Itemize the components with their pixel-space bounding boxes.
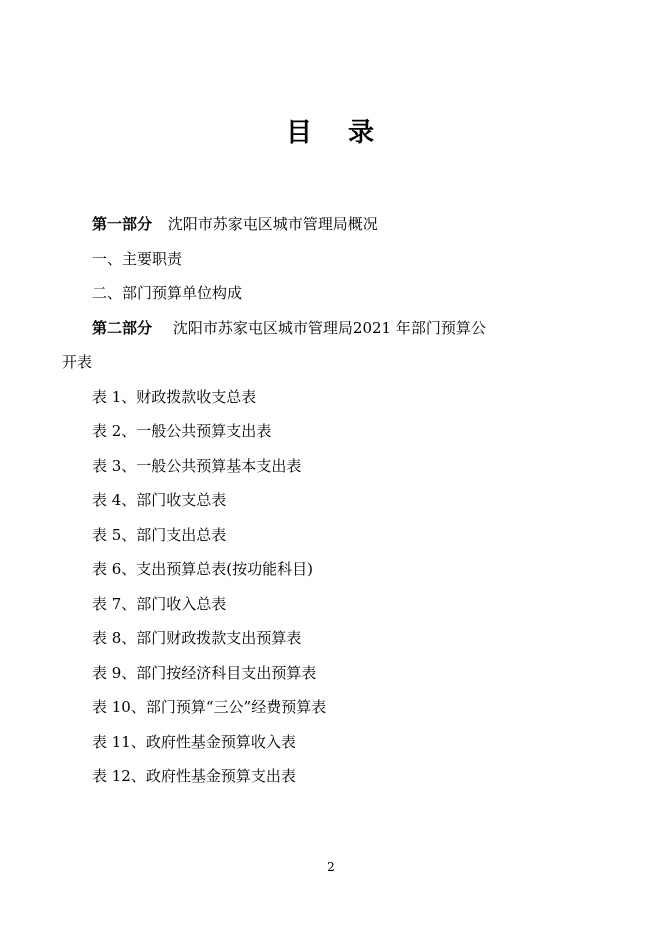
toc-item-table-7: 表 7、部门收入总表 [92, 594, 227, 613]
toc-part-one [62, 207, 600, 242]
toc-item-table-1: 表 1、财政拨款收支总表 [92, 387, 257, 406]
toc-part-two-text: 沈阳市苏家屯区城市管理局2021 年部门预算公 [172, 318, 486, 337]
toc-item-table-10: 表 10、部门预算“三公”经费预算表 [92, 698, 327, 716]
toc-part-two-label: 第二部分 [92, 318, 153, 337]
toc-part-one-text: 沈阳市苏家屯区城市管理局概况 [167, 215, 378, 233]
table-of-contents [62, 207, 600, 794]
toc-item-table-3: 表 3、一般公共预算基本支出表 [92, 456, 302, 475]
toc-part-one-label: 第一部分 [92, 215, 153, 233]
page-title-char-2: 录 [348, 118, 377, 148]
page-title [62, 0, 600, 149]
toc-item-budget-unit-composition: 二、部门预算单位构成 [92, 284, 243, 302]
toc-item-main-duties: 一、主要职责 [92, 249, 183, 268]
toc-item-table-6: 表 6、支出预算总表(按功能科目) [92, 560, 314, 578]
toc-item-table-11: 表 11、政府性基金预算收入表 [92, 732, 296, 751]
toc-item-table-5: 表 5、部门支出总表 [92, 525, 227, 544]
page-title-char-1: 目 [285, 118, 314, 148]
toc-part-two-text-wrap: 开表 [62, 353, 93, 371]
toc-part-two [62, 311, 600, 346]
toc-item-table-12: 表 12、政府性基金预算支出表 [92, 767, 296, 785]
toc-item-table-2: 表 2、一般公共预算支出表 [92, 422, 272, 440]
toc-item-table-4: 表 4、部门收支总表 [92, 491, 227, 509]
toc-item-table-9: 表 9、部门按经济科目支出预算表 [92, 663, 317, 682]
toc-item-table-8: 表 8、部门财政拨款支出预算表 [92, 629, 302, 647]
page-number: 2 [327, 860, 335, 874]
